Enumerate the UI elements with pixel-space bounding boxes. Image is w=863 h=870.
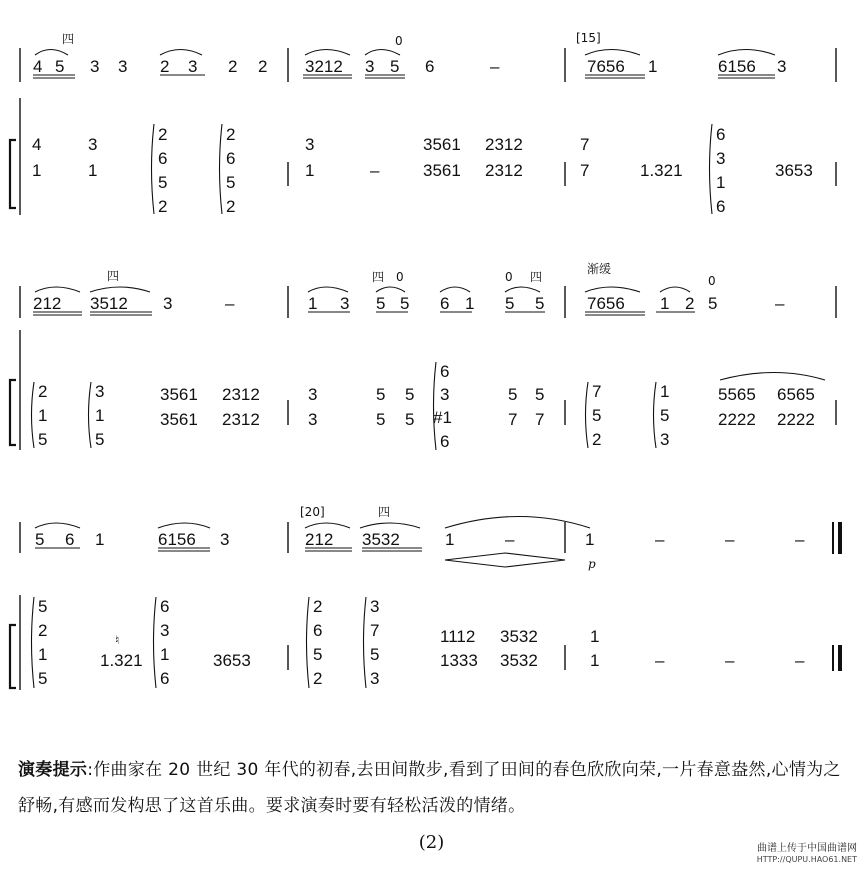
- note: 3: [90, 57, 100, 76]
- page-number: (2): [418, 832, 445, 853]
- note: 1: [660, 294, 670, 313]
- note: 1: [585, 530, 595, 549]
- note: 3: [305, 135, 315, 154]
- note: 6156: [718, 57, 756, 76]
- note: 2312: [222, 410, 260, 429]
- chord-note: 6: [313, 621, 323, 640]
- note: 2: [160, 57, 170, 76]
- chord-note: 2: [38, 621, 48, 640]
- note: 3532: [362, 530, 400, 549]
- note: 1: [95, 530, 105, 549]
- note: 1: [32, 161, 42, 180]
- watermark-line2: HTTP://QUPU.HAO61.NET: [756, 855, 857, 864]
- chord-note: 2: [158, 197, 168, 216]
- note: 3532: [500, 627, 538, 646]
- chord-note: 1: [38, 645, 48, 664]
- chord-note: 2: [226, 197, 236, 216]
- note: –: [795, 530, 805, 549]
- note: 7656: [587, 57, 625, 76]
- watermark-line1: 曲谱上传于中国曲谱网: [757, 843, 857, 854]
- note: 2312: [485, 161, 523, 180]
- note: 1: [590, 627, 600, 646]
- note: 6: [440, 294, 450, 313]
- chord-note: 1: [95, 406, 105, 425]
- note: 3: [118, 57, 128, 76]
- chord-note: 6: [716, 197, 726, 216]
- note: 5565: [718, 385, 756, 404]
- chord-note: 6: [160, 597, 170, 616]
- note: 1: [308, 294, 318, 313]
- tip-text: :作曲家在 20 世纪 30 年代的初春,去田间散步,看到了田间的春色欣欣向荣,一片春意盎然,心情为之舒畅,有感而发构思了这首乐曲。要求演奏时要有轻松活泼的情绪。: [18, 760, 841, 816]
- note: 5: [390, 57, 400, 76]
- marks-row-2: [107, 261, 716, 288]
- note: 3561: [423, 135, 461, 154]
- note: 3212: [305, 57, 343, 76]
- finger-mark: 0: [708, 274, 716, 288]
- note: 5: [376, 294, 386, 313]
- note: –: [370, 161, 380, 180]
- note: 7: [535, 410, 545, 429]
- note: 2: [258, 57, 268, 76]
- note: 3561: [160, 385, 198, 404]
- finger-mark: 0: [505, 270, 513, 284]
- note: 4: [33, 57, 43, 76]
- finger-mark: 0: [395, 34, 403, 48]
- upper-staff-row-1: [33, 57, 786, 76]
- note: 3561: [423, 161, 461, 180]
- note: 3532: [500, 651, 538, 670]
- natural-sign: ♮: [115, 633, 120, 647]
- note: –: [725, 651, 735, 670]
- note: –: [725, 530, 735, 549]
- chord-note: 7: [370, 621, 380, 640]
- note: 1112: [440, 627, 476, 646]
- chord-note: 5: [226, 173, 236, 192]
- note: 7656: [587, 294, 625, 313]
- chord-note: 6: [716, 125, 726, 144]
- note: –: [655, 530, 665, 549]
- note: 5: [405, 410, 415, 429]
- note: –: [505, 530, 515, 549]
- note: 2: [685, 294, 695, 313]
- chord-note: 6: [160, 669, 170, 688]
- chord-note: 6: [440, 432, 450, 451]
- chord-note: 2: [592, 430, 602, 449]
- chord-note: 7: [592, 382, 602, 401]
- chord-note: 2: [226, 125, 236, 144]
- chord-note: 5: [370, 645, 380, 664]
- chord-note: 1: [160, 645, 170, 664]
- lower-staff-row-2: [38, 362, 815, 451]
- chord-note: 5: [38, 669, 48, 688]
- finger-mark: 四: [62, 32, 75, 46]
- chord-note: 5: [38, 597, 48, 616]
- chord-note: 2: [313, 597, 323, 616]
- chord-note: 5: [158, 173, 168, 192]
- chord-note: 5: [313, 645, 323, 664]
- note: 3: [163, 294, 173, 313]
- chord-note: 1: [716, 173, 726, 192]
- chord-note: 3: [716, 149, 726, 168]
- note: –: [795, 651, 805, 670]
- final-barlines: [832, 522, 842, 671]
- watermark: [757, 843, 857, 865]
- chord-note: 3: [95, 382, 105, 401]
- note: 7: [508, 410, 518, 429]
- finger-mark: 0: [396, 270, 404, 284]
- note: 3: [188, 57, 198, 76]
- note: 5: [405, 385, 415, 404]
- chord-note: 3: [160, 621, 170, 640]
- measure-number: [20]: [300, 505, 325, 519]
- note: 1: [88, 161, 98, 180]
- note: 2222: [777, 410, 815, 429]
- note: 5: [55, 57, 65, 76]
- chord-note: #1: [433, 408, 452, 427]
- upper-staff-row-3: [35, 530, 805, 549]
- measure-number: [15]: [576, 31, 601, 45]
- chord-note: 2: [158, 125, 168, 144]
- finger-mark: 四: [378, 505, 391, 519]
- note: 212: [305, 530, 334, 549]
- note: 5: [508, 385, 518, 404]
- note: 4: [32, 135, 42, 154]
- dynamic-mark: p: [588, 557, 596, 571]
- chord-note: 2: [38, 382, 48, 401]
- upper-staff-row-2: [33, 294, 785, 313]
- note: 6: [65, 530, 75, 549]
- note: –: [775, 294, 785, 313]
- chord-note: 1: [38, 406, 48, 425]
- chord-note: 3: [440, 385, 450, 404]
- chord-note: 5: [660, 406, 670, 425]
- note: 1: [590, 651, 600, 670]
- note: 5: [400, 294, 410, 313]
- note: 3: [365, 57, 375, 76]
- note: 1: [648, 57, 658, 76]
- note: 3: [777, 57, 787, 76]
- note: 5: [35, 530, 45, 549]
- note: –: [490, 57, 500, 76]
- note: 1.321: [100, 651, 143, 670]
- note: 3: [308, 410, 318, 429]
- note: 2312: [222, 385, 260, 404]
- note: 2222: [718, 410, 756, 429]
- note: 6565: [777, 385, 815, 404]
- chord-note: 5: [592, 406, 602, 425]
- note: 3: [340, 294, 350, 313]
- chord-note: 1: [660, 382, 670, 401]
- chord-note: 3: [370, 597, 380, 616]
- lower-staff-row-1: [32, 125, 813, 216]
- note: 7: [580, 135, 590, 154]
- chord-note: 3: [660, 430, 670, 449]
- note: 1.321: [640, 161, 683, 180]
- note: 3561: [160, 410, 198, 429]
- performance-tip: [18, 752, 848, 824]
- chord-note: 3: [370, 669, 380, 688]
- note: 5: [708, 294, 718, 313]
- note: 1: [305, 161, 315, 180]
- note: 3: [308, 385, 318, 404]
- chord-note: 6: [158, 149, 168, 168]
- note: 2312: [485, 135, 523, 154]
- note: 3: [88, 135, 98, 154]
- tempo-mark: 渐缓: [587, 262, 612, 276]
- chord-note: 6: [226, 149, 236, 168]
- chord-note: 5: [38, 430, 48, 449]
- note: 212: [33, 294, 62, 313]
- note: 5: [535, 294, 545, 313]
- slurs-and-underlines: [33, 50, 825, 568]
- tip-label: 演奏提示: [18, 760, 88, 780]
- note: 1: [445, 530, 455, 549]
- chord-note: 6: [440, 362, 450, 381]
- note: –: [655, 651, 665, 670]
- note: 2: [228, 57, 238, 76]
- chord-note: 5: [95, 430, 105, 449]
- note: –: [225, 294, 235, 313]
- note: 1: [465, 294, 475, 313]
- finger-mark: 四: [372, 270, 385, 284]
- note: 3: [220, 530, 230, 549]
- note: 5: [505, 294, 515, 313]
- note: 6: [425, 57, 435, 76]
- chord-note: 2: [313, 669, 323, 688]
- note: 3653: [775, 161, 813, 180]
- note: 3512: [90, 294, 128, 313]
- finger-mark: 四: [107, 269, 120, 283]
- note: 3653: [213, 651, 251, 670]
- note: 6156: [158, 530, 196, 549]
- note: 5: [376, 410, 386, 429]
- note: 7: [580, 161, 590, 180]
- marks-row-1: [62, 31, 601, 48]
- note: 5: [535, 385, 545, 404]
- note: 5: [376, 385, 386, 404]
- note: 1333: [440, 651, 478, 670]
- finger-mark: 四: [530, 270, 543, 284]
